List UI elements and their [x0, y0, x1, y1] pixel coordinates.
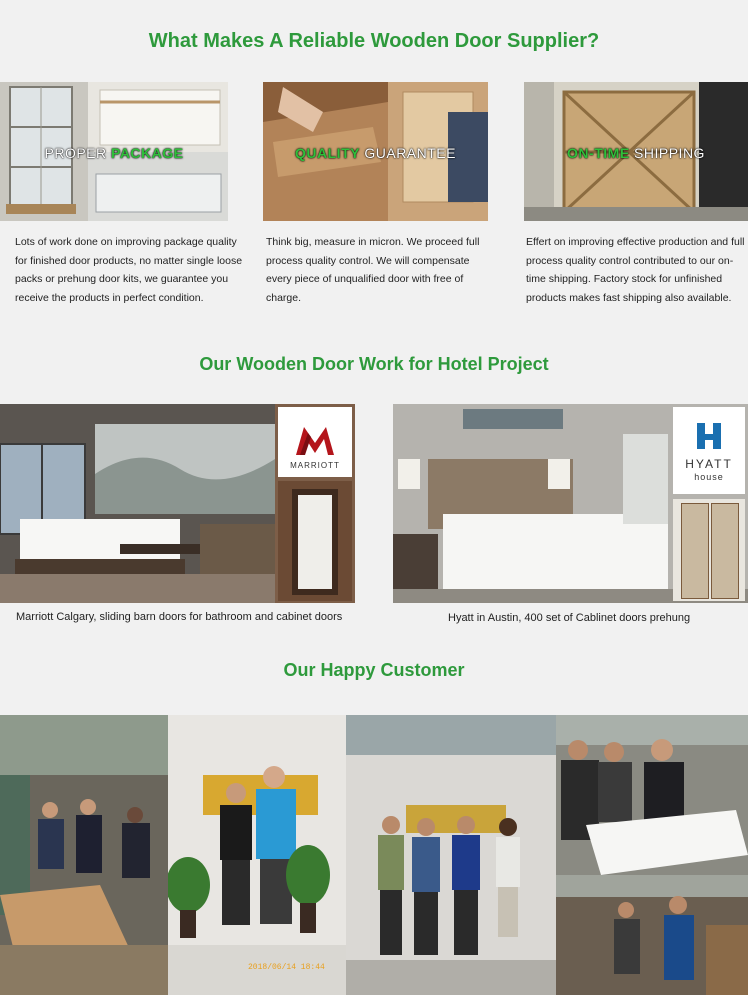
on-time-label: ON-TIME	[567, 145, 630, 161]
customer-photo-inspection	[556, 715, 748, 995]
quality-guarantee-photo	[263, 82, 488, 221]
shipping-label: SHIPPING	[629, 145, 705, 161]
section-title-hotel: Our Wooden Door Work for Hotel Project	[199, 354, 549, 374]
customer-photo-office	[168, 715, 346, 995]
section-title-customer: Our Happy Customer	[283, 660, 465, 680]
package-label: PACKAGE	[111, 145, 184, 161]
guarantee-label: GUARANTEE	[359, 145, 456, 161]
sliding-barn-door-photo	[278, 481, 352, 601]
marriott-caption: Marriott Calgary, sliding barn doors for bathroom and cabinet doors	[16, 611, 343, 623]
hyatt-house-logo: HYATT house	[673, 407, 745, 494]
photo-timestamp: 2018/06/14 18:44	[248, 963, 325, 972]
prehung-cabinet-door-photo	[673, 499, 745, 601]
marriott-logo: MARRIOTT	[278, 407, 352, 477]
shipping-description: Effert on improving effective production and full process quality control contributed to our on-time shipping. Factory stock for unfinished products makes fast shipping also available.	[526, 236, 745, 304]
package-description: Lots of work done on improving package quality for finished door products, no matter single loose packs or prehung door kits, we guarantee you receive the products in perfect condition.	[15, 236, 243, 304]
quality-label: QUALITY	[295, 145, 360, 161]
proper-package-photo	[0, 82, 228, 221]
section-title-supplier: What Makes A Reliable Wooden Door Supplier?	[148, 30, 600, 52]
customer-photo-factory	[0, 715, 168, 995]
on-time-shipping-photo	[524, 82, 748, 221]
hyatt-hotel-photo	[393, 404, 748, 603]
marriott-hotel-photo	[0, 404, 355, 603]
customer-photo-showroom	[346, 715, 556, 995]
hyatt-caption: Hyatt in Austin, 400 set of Cablinet doors prehung	[448, 612, 691, 624]
quality-description: Think big, measure in micron. We proceed full process quality control. We will compensate every piece of unqualified door with free of charge.	[266, 236, 480, 304]
proper-label: PROPER	[44, 145, 112, 161]
